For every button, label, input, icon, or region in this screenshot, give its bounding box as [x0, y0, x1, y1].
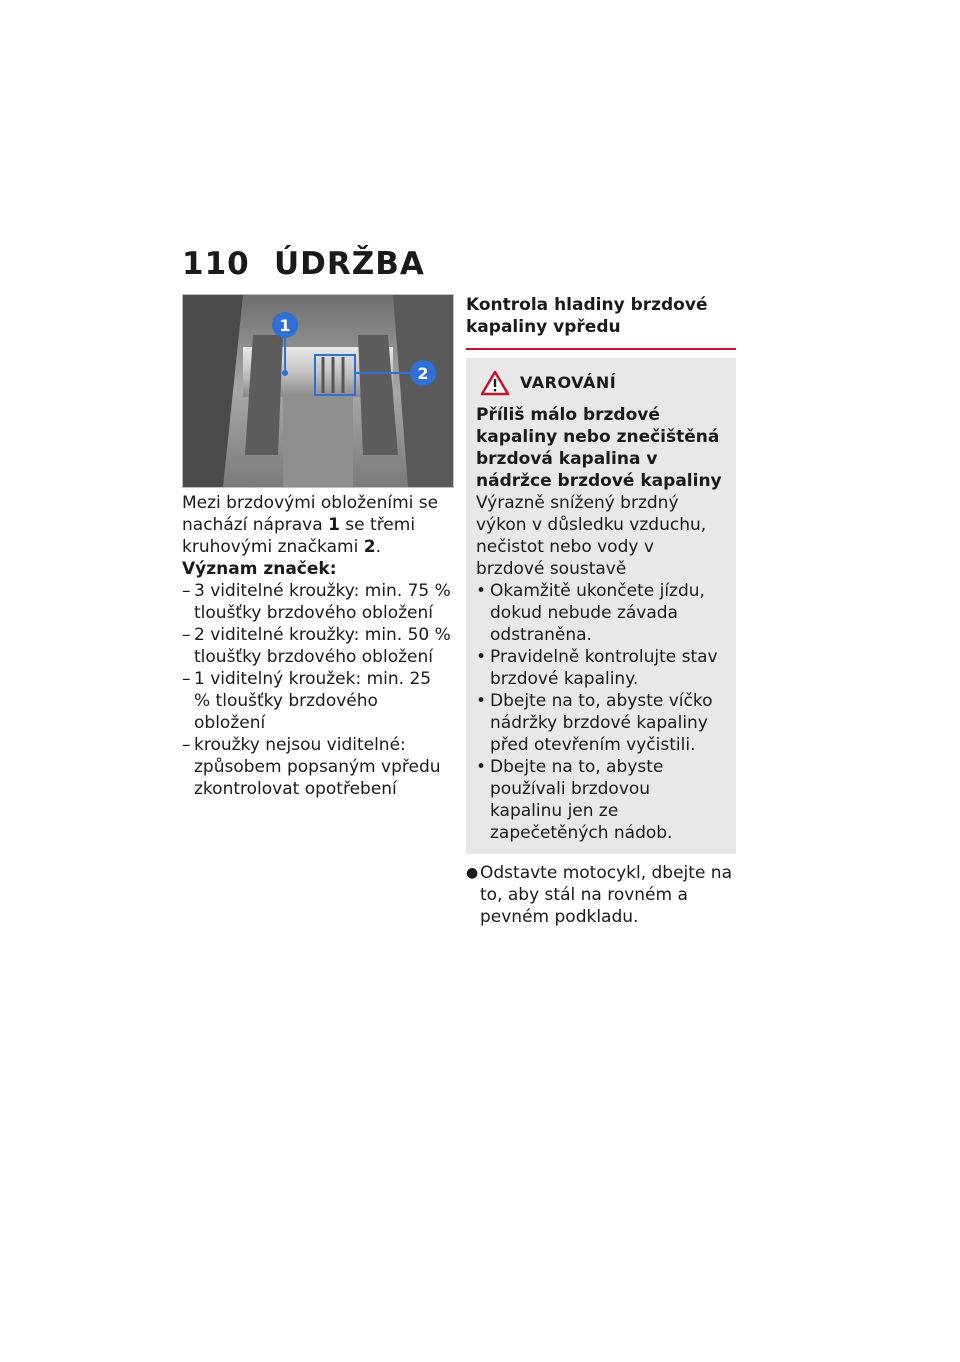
warning-lead: Příliš málo brzdové kapaliny nebo znečištěná brzdová kapalina v nádržce brzdové kapaliny	[476, 405, 722, 491]
dash-marker: –	[182, 735, 191, 755]
callout-2-label: 2	[417, 364, 429, 383]
list-item-text: kroužky nejsou viditelné: způsobem popsaným vpředu zkontrolovat opotřebení	[194, 735, 441, 799]
bullet-marker: •	[476, 647, 487, 667]
action-steps	[466, 862, 736, 928]
brake-pad-illustration	[183, 295, 453, 487]
section-heading: Kontrola hladiny brzdové kapaliny vpředu	[466, 294, 736, 350]
list-item	[182, 734, 452, 800]
brake-pad-photo	[182, 294, 454, 488]
list-item	[466, 862, 736, 928]
list-item-text: Dbejte na to, abyste používali brzdovou kapalinu jen ze zapečetěných nádob.	[490, 757, 673, 843]
page-header	[182, 246, 425, 282]
action-marker: ●	[466, 865, 479, 881]
left-column	[182, 492, 452, 800]
dash-marker: –	[182, 669, 191, 689]
intro-text: se třemi kruhovými značkami	[182, 515, 416, 557]
meaning-heading: Význam značek:	[182, 559, 337, 579]
list-item-text: 1 viditelný kroužek: min. 25 % tloušťky brzdového obložení	[194, 669, 432, 733]
right-column	[466, 294, 736, 928]
action-text: Odstavte motocykl, dbejte na to, aby stál na rovném a pevném podkladu.	[480, 863, 732, 927]
list-item	[182, 668, 452, 734]
warning-triangle-icon	[480, 370, 510, 396]
list-item	[476, 756, 726, 844]
list-item	[476, 690, 726, 756]
list-item-text: 3 viditelné kroužky: min. 75 % tloušťky brzdového obložení	[194, 581, 451, 623]
warning-header	[476, 370, 726, 396]
list-item-text: Dbejte na to, abyste víčko nádržky brzdové kapaliny před otevřením vyčistili.	[490, 691, 713, 755]
intro-text: Mezi brzdovými obloženími se nachází náprava	[182, 493, 439, 535]
list-item-text: 2 viditelné kroužky: min. 50 % tloušťky brzdového obložení	[194, 625, 451, 667]
intro-paragraph	[182, 492, 452, 558]
bullet-marker: •	[476, 757, 487, 777]
warning-bullets	[476, 580, 726, 844]
page-number: 110	[182, 246, 250, 282]
list-item	[182, 624, 452, 668]
marks-meaning-list	[182, 580, 452, 800]
bullet-marker: •	[476, 581, 487, 601]
section-title: ÚDRŽBA	[274, 246, 425, 282]
ref-axle: 1	[328, 515, 340, 535]
bullet-marker: •	[476, 691, 487, 711]
warning-label: VAROVÁNÍ	[520, 373, 617, 392]
list-item	[182, 580, 452, 624]
list-item-text: Okamžitě ukončete jízdu, dokud nebude závada odstraněna.	[490, 581, 705, 645]
dash-marker: –	[182, 625, 191, 645]
warning-box	[466, 358, 736, 854]
ref-marks: 2	[363, 537, 376, 557]
intro-text: .	[375, 537, 381, 557]
list-item	[476, 580, 726, 646]
list-item	[476, 646, 726, 690]
callout-1-label: 1	[279, 316, 291, 335]
list-item-text: Pravidelně kontrolujte stav brzdové kapaliny.	[490, 647, 718, 689]
dash-marker: –	[182, 581, 191, 601]
warning-text: Výrazně snížený brzdný výkon v důsledku vzduchu, nečistot nebo vody v brzdové soustavě	[476, 493, 707, 579]
